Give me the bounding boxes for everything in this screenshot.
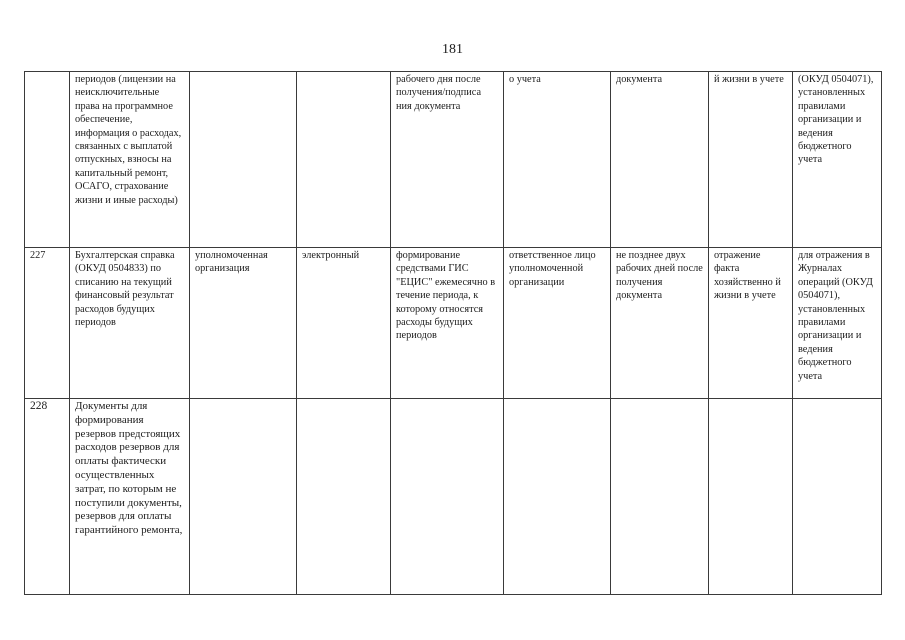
table-row xyxy=(25,72,882,248)
document-table xyxy=(24,71,882,595)
table-row xyxy=(25,399,882,595)
usage-cell: (ОКУД 0504071), установленных правилами организации и ведения бюджетного учета xyxy=(793,72,882,248)
purpose-cell xyxy=(709,399,793,595)
deadline-cell: не позднее двух рабочих дней после получения документа xyxy=(611,248,709,399)
document-name-cell: Бухгалтерская справка (ОКУД 0504833) по списанию на текущий финансовый результат расходов будущих периодов xyxy=(70,248,190,399)
document-name-cell: Документы для формирования резервов предстоящих расходов резервов для оплаты фактически осуществленных затрат, по которым не поступили документы, резервов для оплаты гарантийного ремонта, xyxy=(70,399,190,595)
format-cell: электронный xyxy=(297,248,391,399)
purpose-cell: отражение факта хозяйственно й жизни в учете xyxy=(709,248,793,399)
format-cell xyxy=(297,72,391,248)
deadline-cell: документа xyxy=(611,72,709,248)
deadline-cell xyxy=(611,399,709,595)
page-number: 181 xyxy=(442,42,463,57)
responsible-org-cell xyxy=(190,72,297,248)
usage-cell xyxy=(793,399,882,595)
formation-method-cell xyxy=(391,399,504,595)
row-number xyxy=(25,72,70,248)
document-name-cell: периодов (лицензии на неисключительные права на программное обеспечение, информация о расходах, связанных с выплатой отпускных, взносы на капитальный ремонт, ОСАГО, страхование жизни и иные расходы) xyxy=(70,72,190,248)
responsible-person-cell: о учета xyxy=(504,72,611,248)
responsible-org-cell: уполномоченная организация xyxy=(190,248,297,399)
formation-method-cell: рабочего дня после получения/подписа ния документа xyxy=(391,72,504,248)
purpose-cell: й жизни в учете xyxy=(709,72,793,248)
row-number: 227 xyxy=(25,248,70,399)
responsible-person-cell: ответственное лицо уполномоченной организации xyxy=(504,248,611,399)
row-number: 228 xyxy=(25,399,70,595)
usage-cell: для отражения в Журналах операций (ОКУД 0504071), установленных правилами организации и ведения бюджетного учета xyxy=(793,248,882,399)
responsible-org-cell xyxy=(190,399,297,595)
table-row xyxy=(25,248,882,399)
format-cell xyxy=(297,399,391,595)
responsible-person-cell xyxy=(504,399,611,595)
formation-method-cell: формирование средствами ГИС "ЕЦИС" ежемесячно в течение периода, к которому относятся расходы будущих периодов xyxy=(391,248,504,399)
